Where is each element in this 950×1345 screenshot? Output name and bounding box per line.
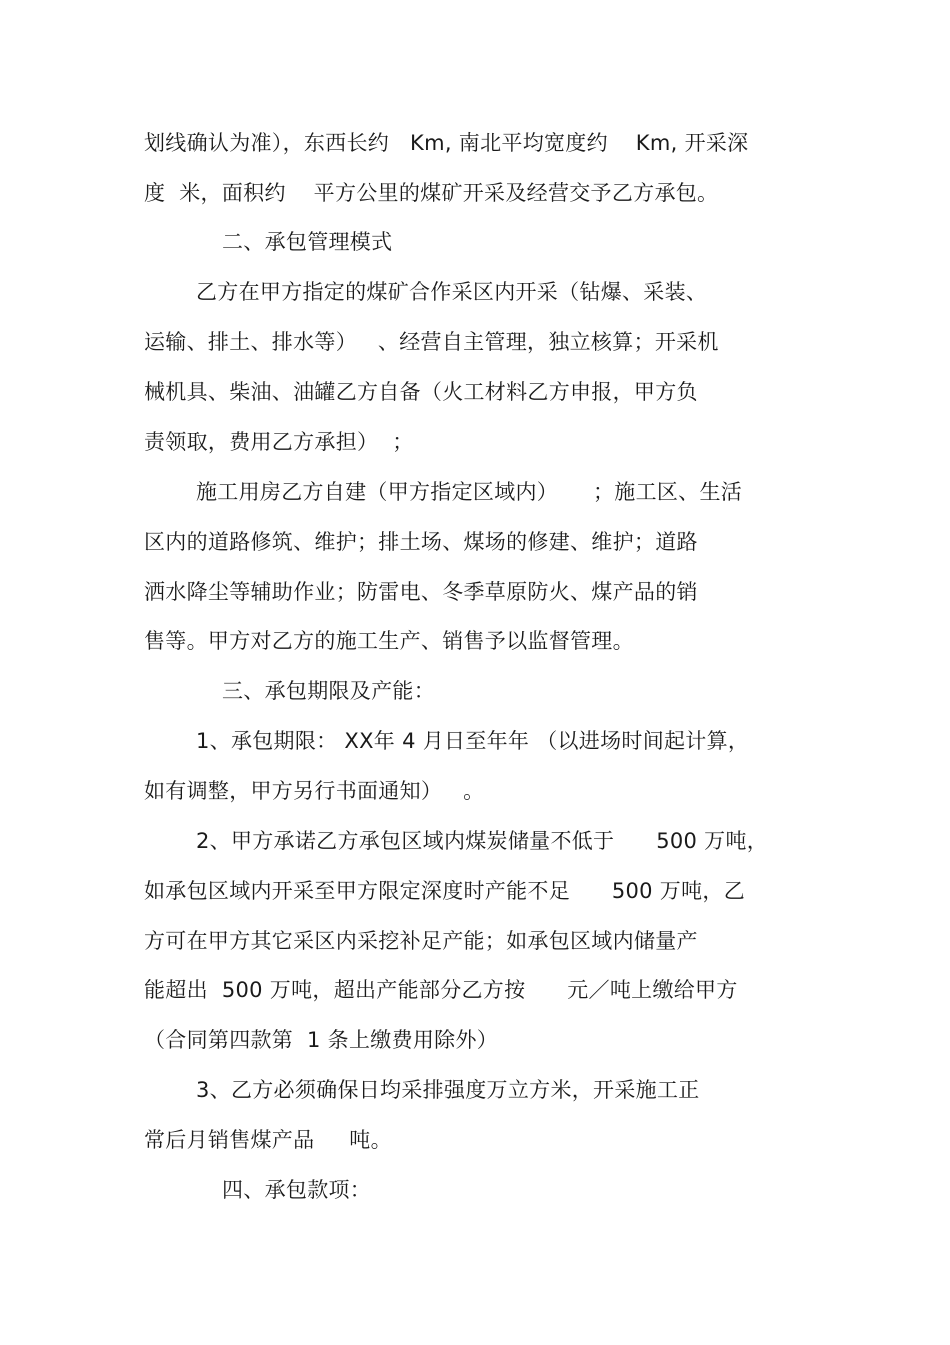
paragraph-line: 责领取，费用乙方承担） ；	[144, 430, 414, 454]
paragraph-line: 洒水降尘等辅助作业；防雷电、冬季草原防火、煤产品的销	[144, 580, 698, 604]
paragraph-line: 械机具、柴油、油罐乙方自备（火工材料乙方申报，甲方负	[144, 380, 698, 404]
paragraph-line: 运输、排土、排水等） 、经营自主管理，独立核算；开采机	[144, 330, 719, 354]
paragraph-line: 乙方在甲方指定的煤矿合作采区内开采（钻爆、采装、	[196, 280, 708, 304]
paragraph-line: 售等。甲方对乙方的施工生产、销售予以监督管理。	[144, 629, 634, 653]
paragraph-line: 如有调整，甲方另行书面通知） 。	[144, 779, 485, 803]
paragraph-line: 方可在甲方其它采区内采挖补足产能；如承包区域内储量产	[144, 929, 698, 953]
paragraph-line: （合同第四款第 1 条上缴费用除外）	[144, 1028, 499, 1052]
section-heading-2: 二、承包管理模式	[222, 230, 393, 254]
paragraph-line: 划线确认为准），东西长约 Km, 南北平均宽度约 Km, 开采深	[144, 131, 749, 155]
paragraph-line: 1、承包期限： XX年 4 月日至年年 （以进场时间起计算，	[196, 729, 750, 753]
paragraph-line: 2、甲方承诺乙方承包区域内煤炭储量不低于 500 万吨，	[196, 829, 769, 853]
section-heading-4: 四、承包款项：	[222, 1178, 372, 1202]
paragraph-line: 3、乙方必须确保日均采排强度万立方米，开采施工正	[196, 1078, 700, 1102]
paragraph-line: 如承包区域内开采至甲方限定深度时产能不足 500 万吨，乙	[144, 879, 746, 903]
paragraph-line: 能超出 500 万吨，超出产能部分乙方按 元／吨上缴给甲方	[144, 978, 738, 1002]
section-heading-3: 三、承包期限及产能：	[222, 679, 435, 703]
paragraph-line: 度 米，面积约 平方公里的煤矿开采及经营交予乙方承包。	[144, 181, 719, 205]
paragraph-line: 区内的道路修筑、维护；排土场、煤场的修建、维护；道路	[144, 530, 698, 554]
paragraph-line: 常后月销售煤产品 吨。	[144, 1128, 392, 1152]
paragraph-line: 施工用房乙方自建（甲方指定区域内） ；施工区、生活	[196, 480, 743, 504]
